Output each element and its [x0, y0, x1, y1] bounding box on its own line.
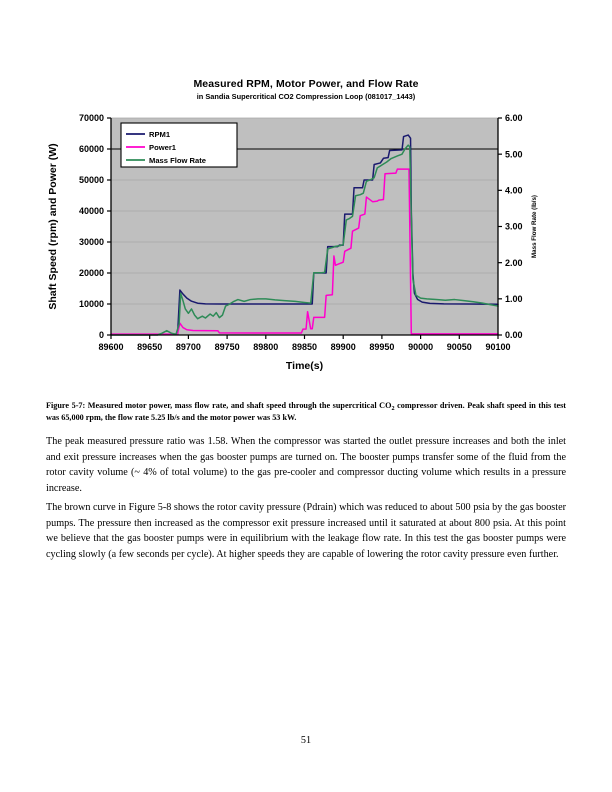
ytick-label-right: 5.00 — [505, 149, 523, 160]
xtick-label: 89800 — [253, 342, 279, 352]
measurement-line-chart — [42, 107, 570, 395]
xtick-label: 90100 — [485, 342, 511, 352]
chart-plot-area — [42, 107, 570, 395]
page-number: 51 — [300, 735, 312, 746]
ytick-label-right: 1.00 — [505, 294, 523, 305]
caption-subscript: 2 — [391, 404, 395, 412]
legend-label-0: RPM1 — [149, 130, 171, 140]
xtick-label: 89700 — [175, 342, 201, 352]
legend-label-2: Mass Flow Rate — [149, 156, 206, 166]
xtick-label: 89850 — [291, 342, 318, 352]
caption-prefix: Figure 5-7: Measured motor power, mass flow rate, and shaft speed through the supercritical CO — [46, 401, 392, 410]
ytick-label-left: 0 — [98, 330, 104, 341]
legend-label-1: Power1 — [149, 143, 177, 153]
ytick-label-left: 40000 — [78, 206, 104, 217]
xtick-label: 89650 — [137, 342, 163, 352]
chart-subtitle: in Sandia Supercritical CO2 Compression Loop (081017_1443) — [196, 92, 416, 101]
figure-caption — [46, 400, 566, 424]
y-axis-title-right: Mass Flow Rate (lb/s) — [531, 195, 538, 258]
y-axis-title-left: Shaft Speed (rpm) and Power (W) — [47, 143, 59, 310]
ytick-label-right: 4.00 — [505, 185, 523, 196]
body-paragraph-1: The peak measured pressure ratio was 1.58. When the compressor was started the outlet pressure increases and both the inlet and exit pressure increases when the gas booster pumps are turned on. The booster pumps transfer some of the fluid from the rotor cavity volume (~ 4% of total volume) to the gas pre-cooler and compressor ducting volume which results in a pressure increase. — [46, 436, 566, 494]
ytick-label-right: 2.00 — [505, 257, 523, 268]
xtick-label: 89900 — [330, 342, 356, 352]
x-axis-title: Time(s) — [285, 360, 324, 372]
xtick-label: 89950 — [369, 342, 395, 352]
ytick-label-right: 0.00 — [505, 330, 523, 341]
xtick-label: 89600 — [98, 342, 124, 352]
xtick-label: 90050 — [446, 342, 472, 352]
figure-5-7 — [42, 78, 570, 395]
chart-title: Measured RPM, Motor Power, and Flow Rate — [193, 78, 419, 90]
ytick-label-left: 20000 — [78, 268, 104, 279]
ytick-label-right: 3.00 — [505, 221, 523, 232]
caption-suffix: compressor driven. Peak shaft speed in this test was 65,000 rpm, the flow rate 5.25 lb/s and the motor power was 53 kW. — [46, 401, 566, 422]
ytick-label-left: 60000 — [78, 144, 104, 155]
xtick-label: 90000 — [408, 342, 434, 352]
body-paragraph-2: The brown curve in Figure 5-8 shows the rotor cavity pressure (Pdrain) which was reduced to about 500 psia by the gas booster pumps. The pressure then increased as the compressor exit pressure increased until it saturated at about 800 psia. At this point we believe that the gas booster pumps were in equilibrium with the leakage flow rate. In this test the gas booster pumps were cycling slowly (a few seconds per cycle). At higher speeds they are capable of lowering the rotor cavity pressure even further. — [46, 502, 567, 560]
ytick-label-left: 50000 — [78, 175, 104, 186]
ytick-label-left: 70000 — [78, 113, 104, 124]
ytick-label-left: 10000 — [78, 299, 104, 310]
ytick-label-left: 30000 — [78, 237, 104, 248]
ytick-label-right: 6.00 — [505, 113, 523, 124]
xtick-label: 89750 — [214, 342, 240, 352]
